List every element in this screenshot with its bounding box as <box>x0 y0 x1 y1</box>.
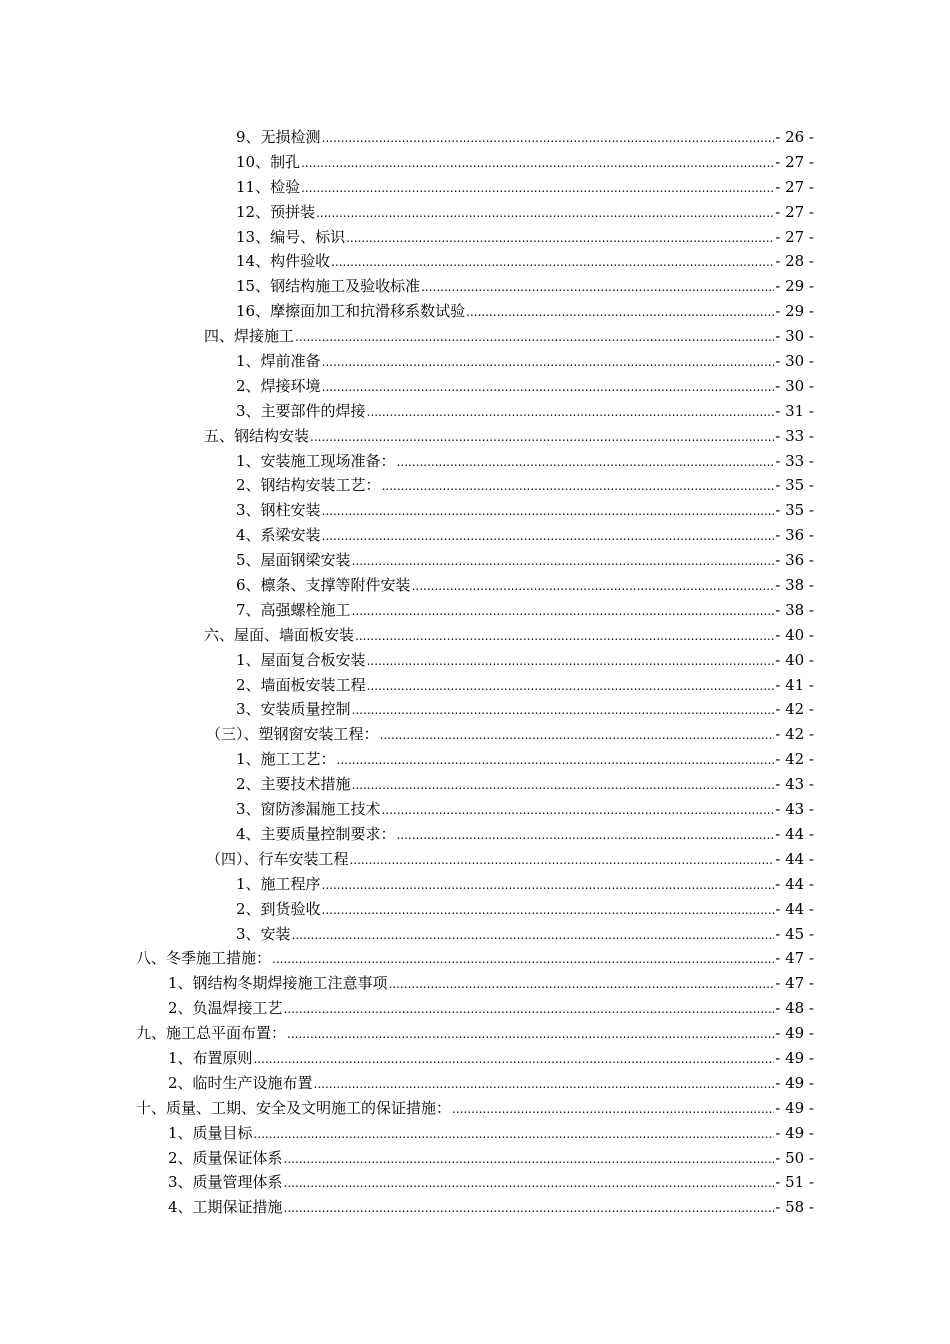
toc-dot-leader <box>380 724 775 746</box>
toc-row <box>0 375 950 400</box>
toc-entry-title: 1、施工程序 <box>236 874 321 893</box>
toc-entry[interactable] <box>236 698 814 721</box>
toc-entry-number: 13、 <box>236 227 271 246</box>
toc-entry[interactable] <box>236 275 814 298</box>
toc-dot-leader <box>412 575 775 597</box>
toc-entry-page: - 47 - <box>775 974 814 993</box>
toc-row <box>0 649 950 674</box>
toc-dot-leader <box>397 824 775 846</box>
toc-entry[interactable] <box>206 848 814 871</box>
toc-entry-number: 3、 <box>236 501 261 520</box>
toc-entry-title: 预拼装 <box>270 202 316 221</box>
toc-row <box>0 873 950 898</box>
toc-dot-leader <box>272 948 774 970</box>
toc-entry[interactable] <box>236 474 814 497</box>
toc-row <box>0 1171 950 1196</box>
toc-entry-page: - 42 - <box>775 700 814 719</box>
toc-row <box>0 176 950 201</box>
toc-entry[interactable] <box>236 226 814 249</box>
toc-row <box>0 624 950 649</box>
toc-entry-page: - 51 - <box>775 1173 814 1192</box>
toc-entry-title: 檩条、支撑等附件安装 <box>260 576 411 595</box>
toc-entry-page: - 42 - <box>775 750 814 769</box>
toc-entry-title: 八、冬季施工措施： <box>136 949 272 968</box>
toc-entry-title: 检验 <box>270 177 301 196</box>
toc-entry-title: 无损检测 <box>260 128 321 146</box>
toc-entry-title: （三）、塑钢窗安装工程： <box>206 725 379 744</box>
toc-entry-title: 1、布置原则 <box>168 1048 253 1067</box>
toc-dot-leader <box>352 600 775 622</box>
toc-row <box>0 574 950 599</box>
toc-entry-page: - 42 - <box>775 725 814 744</box>
toc-entry-page: - 58 - <box>775 1198 814 1217</box>
toc-row <box>0 923 950 948</box>
toc-entry-title: 钢柱安装 <box>260 501 321 520</box>
toc-row <box>0 1196 950 1221</box>
toc-entry[interactable] <box>236 748 814 771</box>
toc-entry[interactable] <box>236 798 814 821</box>
toc-row <box>0 151 950 176</box>
toc-entry-page: - 35 - <box>775 476 814 495</box>
table-of-contents <box>0 126 950 1221</box>
toc-entry[interactable] <box>136 947 814 970</box>
toc-entry-page: - 47 - <box>775 949 814 968</box>
toc-dot-leader <box>322 376 775 398</box>
toc-entry-title: 四、焊接施工 <box>204 327 295 346</box>
toc-row <box>0 898 950 923</box>
toc-entry-page: - 30 - <box>775 327 814 346</box>
toc-entry-title: 九、施工总平面布置： <box>136 1024 287 1043</box>
toc-entry[interactable] <box>168 997 814 1020</box>
toc-row <box>0 947 950 972</box>
toc-entry-number: 6、 <box>236 576 261 595</box>
toc-entry-page: - 41 - <box>775 675 814 694</box>
toc-dot-leader <box>346 227 774 249</box>
toc-entry-title: （四）、行车安装工程 <box>206 849 349 868</box>
toc-entry[interactable] <box>168 972 814 995</box>
toc-dot-leader <box>367 650 775 672</box>
toc-row <box>0 848 950 873</box>
toc-row <box>0 972 950 997</box>
toc-entry-page: - 45 - <box>775 924 814 943</box>
toc-row <box>0 997 950 1022</box>
toc-entry[interactable] <box>236 674 814 697</box>
toc-entry-title: 3、安装 <box>236 924 291 943</box>
toc-dot-leader <box>254 1123 775 1145</box>
toc-entry-number: 五、 <box>204 426 235 445</box>
toc-row <box>0 798 950 823</box>
toc-entry[interactable] <box>236 375 814 398</box>
toc-dot-leader <box>287 1023 774 1045</box>
toc-entry-page: - 38 - <box>775 600 814 619</box>
toc-entry-number: 14、 <box>236 252 271 271</box>
toc-row <box>0 425 950 450</box>
toc-entry[interactable] <box>206 723 814 746</box>
toc-entry-title: 1、钢结构冬期焊接施工注意事项 <box>168 974 388 993</box>
toc-entry-page: - 49 - <box>775 1048 814 1067</box>
toc-entry-title: 2、主要技术措施 <box>236 775 351 794</box>
toc-row <box>0 201 950 226</box>
toc-entry-page: - 28 - <box>775 252 814 271</box>
toc-entry-page: - 30 - <box>775 376 814 395</box>
toc-entry-number: 1、 <box>236 451 261 470</box>
toc-dot-leader <box>284 1148 775 1170</box>
toc-row <box>0 226 950 251</box>
toc-row <box>0 126 950 151</box>
toc-entry[interactable] <box>236 151 814 174</box>
toc-row <box>0 1097 950 1122</box>
toc-entry-title: 焊接环境 <box>260 376 321 395</box>
toc-entry[interactable] <box>204 425 814 448</box>
toc-entry[interactable] <box>136 1022 814 1045</box>
toc-row <box>0 250 950 275</box>
toc-entry-number: 12、 <box>236 202 271 221</box>
toc-dot-leader <box>284 998 775 1020</box>
toc-row <box>0 524 950 549</box>
toc-dot-leader <box>382 799 775 821</box>
toc-entry-number: 2、 <box>236 675 261 694</box>
toc-dot-leader <box>421 276 774 298</box>
toc-dot-leader <box>322 351 775 373</box>
toc-entry-title: 钢结构安装 <box>234 426 310 445</box>
toc-entry[interactable] <box>236 350 814 373</box>
toc-dot-leader <box>284 1197 775 1219</box>
toc-entry-page: - 43 - <box>775 775 814 794</box>
toc-entry[interactable] <box>236 201 814 224</box>
toc-dot-leader <box>284 1172 775 1194</box>
toc-row <box>0 1022 950 1047</box>
toc-entry-number: 3、 <box>236 401 261 420</box>
toc-row <box>0 773 950 798</box>
toc-entry[interactable] <box>236 773 814 796</box>
toc-entry[interactable] <box>236 823 814 846</box>
toc-row <box>0 450 950 475</box>
toc-entry[interactable] <box>236 524 814 547</box>
toc-entry-page: - 33 - <box>775 451 814 470</box>
toc-entry-page: - 27 - <box>775 202 814 221</box>
toc-entry-page: - 29 - <box>775 302 814 321</box>
toc-entry-title: 2、到货验收 <box>236 899 321 918</box>
toc-entry-title: 安装施工现场准备： <box>260 451 396 470</box>
toc-entry[interactable] <box>236 400 814 423</box>
toc-entry-number: 10、 <box>236 152 271 171</box>
toc-entry-title: 钢结构施工及验收标准 <box>270 277 421 296</box>
toc-entry-title: 系梁安装 <box>260 526 321 545</box>
toc-dot-leader <box>254 1048 775 1070</box>
toc-dot-leader <box>466 301 774 323</box>
toc-entry-page: - 31 - <box>775 401 814 420</box>
toc-entry-page: - 38 - <box>775 576 814 595</box>
toc-dot-leader <box>389 973 775 995</box>
toc-entry[interactable] <box>168 1072 814 1095</box>
toc-row <box>0 823 950 848</box>
toc-entry[interactable] <box>136 1097 814 1120</box>
toc-entry-title: 制孔 <box>270 152 301 171</box>
toc-row <box>0 1147 950 1172</box>
toc-entry-page: - 44 - <box>775 824 814 843</box>
toc-dot-leader <box>301 177 774 199</box>
toc-entry-page: - 33 - <box>775 426 814 445</box>
toc-entry[interactable] <box>236 599 814 622</box>
toc-entry[interactable] <box>236 300 814 323</box>
toc-entry[interactable] <box>236 250 814 273</box>
toc-dot-leader <box>352 699 775 721</box>
toc-entry-number: 2、 <box>236 376 261 395</box>
toc-dot-leader <box>352 550 775 572</box>
toc-dot-leader <box>352 774 775 796</box>
toc-dot-leader <box>337 749 775 771</box>
toc-row <box>0 723 950 748</box>
toc-entry-page: - 26 - <box>775 128 814 146</box>
toc-row <box>0 350 950 375</box>
toc-row <box>0 325 950 350</box>
toc-entry[interactable] <box>236 499 814 522</box>
toc-row <box>0 300 950 325</box>
toc-entry-page: - 36 - <box>775 526 814 545</box>
toc-entry[interactable] <box>168 1171 814 1194</box>
toc-entry-number: 2、 <box>236 476 261 495</box>
toc-row <box>0 748 950 773</box>
toc-row <box>0 599 950 624</box>
toc-entry-number: 1、 <box>236 352 261 371</box>
toc-dot-leader <box>310 426 774 448</box>
toc-entry[interactable] <box>236 549 814 572</box>
toc-entry-page: - 44 - <box>775 874 814 893</box>
toc-entry-number: 11、 <box>236 177 271 196</box>
toc-dot-leader <box>295 326 774 348</box>
toc-dot-leader <box>397 451 775 473</box>
toc-entry-page: - 44 - <box>775 899 814 918</box>
toc-row <box>0 1047 950 1072</box>
toc-entry-page: - 43 - <box>775 800 814 819</box>
toc-entry-number: 7、 <box>236 600 261 619</box>
toc-row <box>0 400 950 425</box>
toc-entry[interactable] <box>168 1196 814 1219</box>
toc-entry-number: 4、 <box>236 526 261 545</box>
toc-row <box>0 549 950 574</box>
toc-entry-page: - 40 - <box>775 650 814 669</box>
toc-entry[interactable] <box>236 649 814 672</box>
toc-entry-title: 4、工期保证措施 <box>168 1198 283 1217</box>
toc-entry-number: 5、 <box>236 551 261 570</box>
toc-entry-title: 十、质量、工期、安全及文明施工的保证措施： <box>136 1098 452 1117</box>
toc-entry[interactable] <box>168 1147 814 1170</box>
toc-row <box>0 499 950 524</box>
toc-entry-title: 安装质量控制 <box>260 700 351 719</box>
toc-entry[interactable] <box>168 1122 814 1145</box>
toc-row <box>0 1072 950 1097</box>
toc-dot-leader <box>382 475 775 497</box>
toc-dot-leader <box>367 675 775 697</box>
toc-dot-leader <box>292 924 775 946</box>
toc-entry-number: 3、 <box>236 700 261 719</box>
toc-dot-leader <box>452 1098 774 1120</box>
toc-row <box>0 275 950 300</box>
toc-entry-title: 屋面钢梁安装 <box>260 551 351 570</box>
toc-row <box>0 674 950 699</box>
toc-entry[interactable] <box>236 873 814 896</box>
toc-entry-title: 构件验收 <box>270 252 331 271</box>
toc-entry-page: - 48 - <box>775 999 814 1018</box>
toc-dot-leader <box>314 1073 775 1095</box>
toc-entry[interactable] <box>204 624 814 647</box>
toc-dot-leader <box>322 500 775 522</box>
toc-entry-title: 2、负温焊接工艺 <box>168 999 283 1018</box>
toc-dot-leader <box>350 849 775 871</box>
toc-entry-title: 3、质量管理体系 <box>168 1173 283 1192</box>
toc-entry-number: 15、 <box>236 277 271 296</box>
toc-dot-leader <box>355 625 774 647</box>
toc-entry[interactable] <box>236 923 814 946</box>
toc-entry-number: 1、 <box>236 650 261 669</box>
toc-dot-leader <box>322 127 775 149</box>
toc-entry-title: 编号、标识 <box>270 227 346 246</box>
toc-entry-title: 主要部件的焊接 <box>260 401 366 420</box>
toc-entry-title: 墙面板安装工程 <box>260 675 366 694</box>
toc-entry-title: 1、施工工艺： <box>236 750 336 769</box>
toc-row <box>0 698 950 723</box>
toc-entry-page: - 49 - <box>775 1123 814 1142</box>
toc-entry-page: - 30 - <box>775 352 814 371</box>
toc-entry[interactable] <box>236 450 814 473</box>
toc-entry-title: 钢结构安装工艺： <box>260 476 381 495</box>
toc-entry-title: 六、屋面、墙面板安装 <box>204 625 355 644</box>
toc-dot-leader <box>316 202 774 224</box>
toc-entry[interactable] <box>236 126 814 149</box>
toc-entry-page: - 49 - <box>775 1024 814 1043</box>
toc-entry-title: 2、质量保证体系 <box>168 1148 283 1167</box>
toc-entry-page: - 27 - <box>775 227 814 246</box>
toc-dot-leader <box>367 401 775 423</box>
toc-entry[interactable] <box>204 325 814 348</box>
toc-dot-leader <box>331 251 774 273</box>
toc-entry-title: 摩擦面加工和抗滑移系数试验 <box>270 302 466 321</box>
toc-entry[interactable] <box>168 1047 814 1070</box>
toc-entry-title: 高强螺栓施工 <box>260 600 351 619</box>
toc-entry[interactable] <box>236 898 814 921</box>
toc-entry[interactable] <box>236 574 814 597</box>
toc-entry-page: - 36 - <box>775 551 814 570</box>
toc-entry-page: - 50 - <box>775 1148 814 1167</box>
toc-entry-page: - 40 - <box>775 625 814 644</box>
toc-row <box>0 474 950 499</box>
toc-dot-leader <box>322 874 775 896</box>
toc-entry-page: - 27 - <box>775 177 814 196</box>
toc-entry-title: 3、窗防渗漏施工技术 <box>236 800 381 819</box>
toc-entry-page: - 49 - <box>775 1098 814 1117</box>
toc-entry-number: 16、 <box>236 302 271 321</box>
toc-entry-page: - 29 - <box>775 277 814 296</box>
toc-entry-page: - 27 - <box>775 152 814 171</box>
toc-entry[interactable] <box>236 176 814 199</box>
toc-entry-title: 焊前准备 <box>260 352 321 371</box>
toc-entry-title: 1、质量目标 <box>168 1123 253 1142</box>
toc-dot-leader <box>322 525 775 547</box>
toc-row <box>0 1122 950 1147</box>
toc-entry-page: - 35 - <box>775 501 814 520</box>
toc-dot-leader <box>322 899 775 921</box>
toc-dot-leader <box>301 152 774 174</box>
toc-entry-page: - 49 - <box>775 1073 814 1092</box>
toc-entry-title: 4、主要质量控制要求： <box>236 824 396 843</box>
toc-entry-title: 屋面复合板安装 <box>260 650 366 669</box>
toc-entry-page: - 44 - <box>775 849 814 868</box>
toc-entry-number: 9、 <box>236 128 261 146</box>
toc-entry-title: 2、临时生产设施布置 <box>168 1073 313 1092</box>
